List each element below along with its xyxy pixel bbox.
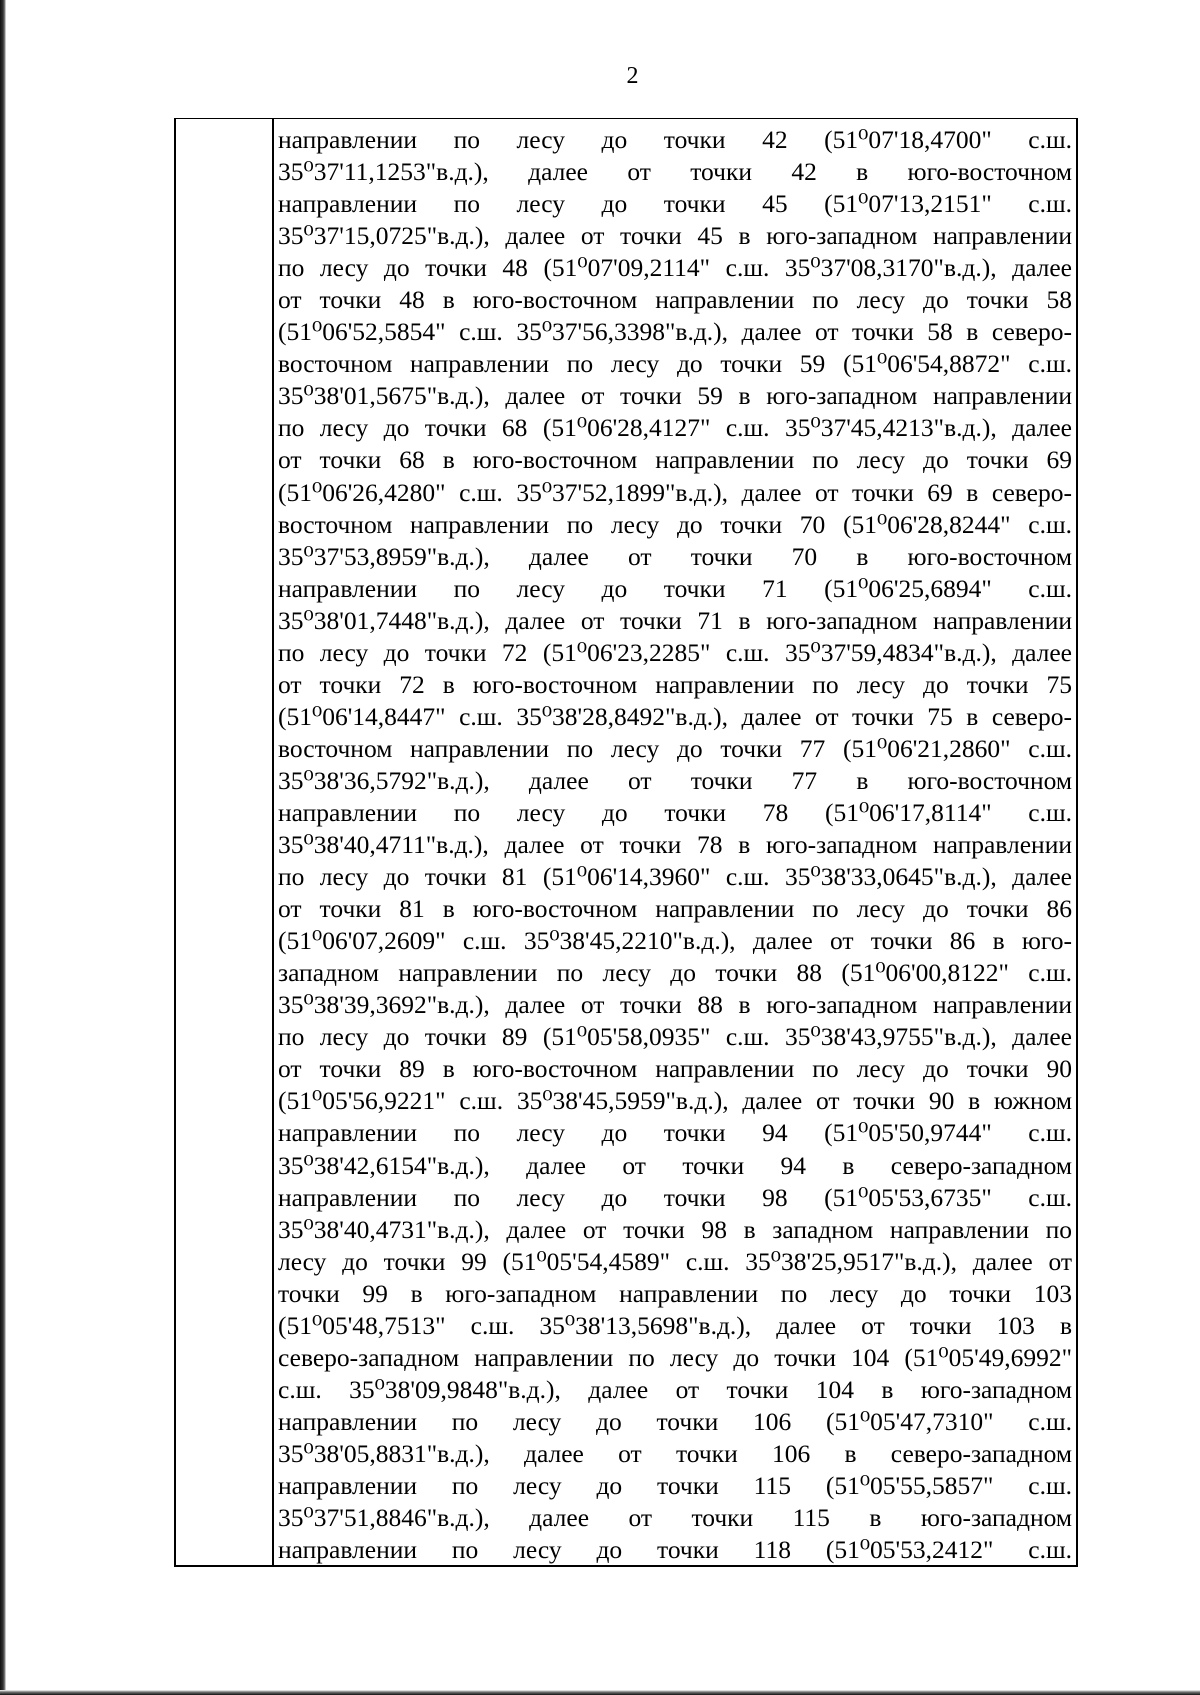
text-line: 35⁰37'15,0725"в.д.), далее от точки 45 в юго-западном направлении: [278, 221, 1072, 251]
text-line: 35⁰38'36,5792"в.д.), далее от точки 77 в юго-восточном: [278, 765, 1072, 795]
text-line: (51⁰06'14,8447" с.ш. 35⁰38'28,8492"в.д.), далее от точки 75 в северо-: [278, 701, 1072, 731]
text-line: лесу до точки 99 (51⁰05'54,4589" с.ш. 35⁰38'25,9517"в.д.), далее от: [278, 1246, 1072, 1276]
text-line: 35⁰38'40,4731"в.д.), далее от точки 98 в западном направлении по: [278, 1214, 1072, 1244]
document-table: [174, 118, 1078, 1567]
text-line: направлении по лесу до точки 106 (51⁰05'47,7310" с.ш.: [278, 1406, 1072, 1436]
column-divider: [272, 119, 274, 1565]
text-line: западном направлении по лесу до точки 88 (51⁰06'00,8122" с.ш.: [278, 958, 1072, 988]
text-line: 35⁰38'40,4711"в.д.), далее от точки 78 в юго-западном направлении: [278, 830, 1072, 860]
text-line: восточном направлении по лесу до точки 59 (51⁰06'54,8872" с.ш.: [278, 349, 1072, 379]
scan-left-edge: [0, 0, 6, 1695]
text-line: восточном направлении по лесу до точки 77 (51⁰06'21,2860" с.ш.: [278, 733, 1072, 763]
text-line: 35⁰38'01,5675"в.д.), далее от точки 59 в юго-западном направлении: [278, 381, 1072, 411]
text-line: (51⁰06'07,2609" с.ш. 35⁰38'45,2210"в.д.), далее от точки 86 в юго-: [278, 926, 1072, 956]
text-line: по лесу до точки 89 (51⁰05'58,0935" с.ш. 35⁰38'43,9755"в.д.), далее: [278, 1022, 1072, 1052]
text-line: от точки 89 в юго-восточном направлении по лесу до точки 90: [278, 1054, 1072, 1084]
text-line: 35⁰38'01,7448"в.д.), далее от точки 71 в юго-западном направлении: [278, 605, 1072, 635]
scan-bottom-edge: [0, 1690, 1200, 1695]
text-line: с.ш. 35⁰38'09,9848"в.д.), далее от точки 104 в юго-западном: [278, 1374, 1072, 1404]
text-line: (51⁰06'26,4280" с.ш. 35⁰37'52,1899"в.д.), далее от точки 69 в северо-: [278, 477, 1072, 507]
text-line: направлении по лесу до точки 118 (51⁰05'53,2412" с.ш.: [278, 1535, 1072, 1564]
text-line: 35⁰37'11,1253"в.д.), далее от точки 42 в юго-восточном: [278, 157, 1072, 187]
text-line: восточном направлении по лесу до точки 70 (51⁰06'28,8244" с.ш.: [278, 509, 1072, 539]
text-line: направлении по лесу до точки 78 (51⁰06'17,8114" с.ш.: [278, 797, 1072, 827]
text-line: (51⁰05'56,9221" с.ш. 35⁰38'45,5959"в.д.), далее от точки 90 в южном: [278, 1086, 1072, 1116]
boundary-description-cell: [278, 124, 1072, 1564]
text-line: от точки 81 в юго-восточном направлении по лесу до точки 86: [278, 894, 1072, 924]
text-line: точки 99 в юго-западном направлении по лесу до точки 103: [278, 1278, 1072, 1308]
text-line: направлении по лесу до точки 42 (51⁰07'18,4700" с.ш.: [278, 125, 1072, 154]
text-line: направлении по лесу до точки 45 (51⁰07'13,2151" с.ш.: [278, 189, 1072, 219]
text-line: 35⁰37'53,8959"в.д.), далее от точки 70 в юго-восточном: [278, 541, 1072, 571]
text-line: северо-западном направлении по лесу до точки 104 (51⁰05'49,6992": [278, 1342, 1072, 1372]
text-line: 35⁰38'05,8831"в.д.), далее от точки 106 в северо-западном: [278, 1438, 1072, 1468]
text-line: 35⁰38'42,6154"в.д.), далее от точки 94 в северо-западном: [278, 1150, 1072, 1180]
text-line: направлении по лесу до точки 71 (51⁰06'25,6894" с.ш.: [278, 573, 1072, 603]
text-line: по лесу до точки 81 (51⁰06'14,3960" с.ш. 35⁰38'33,0645"в.д.), далее: [278, 862, 1072, 892]
text-line: от точки 68 в юго-восточном направлении по лесу до точки 69: [278, 445, 1072, 475]
text-line: от точки 48 в юго-восточном направлении по лесу до точки 58: [278, 285, 1072, 315]
text-line: по лесу до точки 48 (51⁰07'09,2114" с.ш. 35⁰37'08,3170"в.д.), далее: [278, 253, 1072, 283]
text-line: направлении по лесу до точки 115 (51⁰05'55,5857" с.ш.: [278, 1470, 1072, 1500]
page-number: 2: [626, 63, 639, 89]
text-line: направлении по лесу до точки 98 (51⁰05'53,6735" с.ш.: [278, 1182, 1072, 1212]
text-line: по лесу до точки 72 (51⁰06'23,2285" с.ш. 35⁰37'59,4834"в.д.), далее: [278, 637, 1072, 667]
text-line: 35⁰37'51,8846"в.д.), далее от точки 115 в юго-западном: [278, 1503, 1072, 1533]
text-line: направлении по лесу до точки 94 (51⁰05'50,9744" с.ш.: [278, 1118, 1072, 1148]
text-line: (51⁰06'52,5854" с.ш. 35⁰37'56,3398"в.д.), далее от точки 58 в северо-: [278, 317, 1072, 347]
text-line: (51⁰05'48,7513" с.ш. 35⁰38'13,5698"в.д.), далее от точки 103 в: [278, 1310, 1072, 1340]
text-line: от точки 72 в юго-восточном направлении по лесу до точки 75: [278, 669, 1072, 699]
text-line: по лесу до точки 68 (51⁰06'28,4127" с.ш. 35⁰37'45,4213"в.д.), далее: [278, 413, 1072, 443]
text-line: 35⁰38'39,3692"в.д.), далее от точки 88 в юго-западном направлении: [278, 990, 1072, 1020]
